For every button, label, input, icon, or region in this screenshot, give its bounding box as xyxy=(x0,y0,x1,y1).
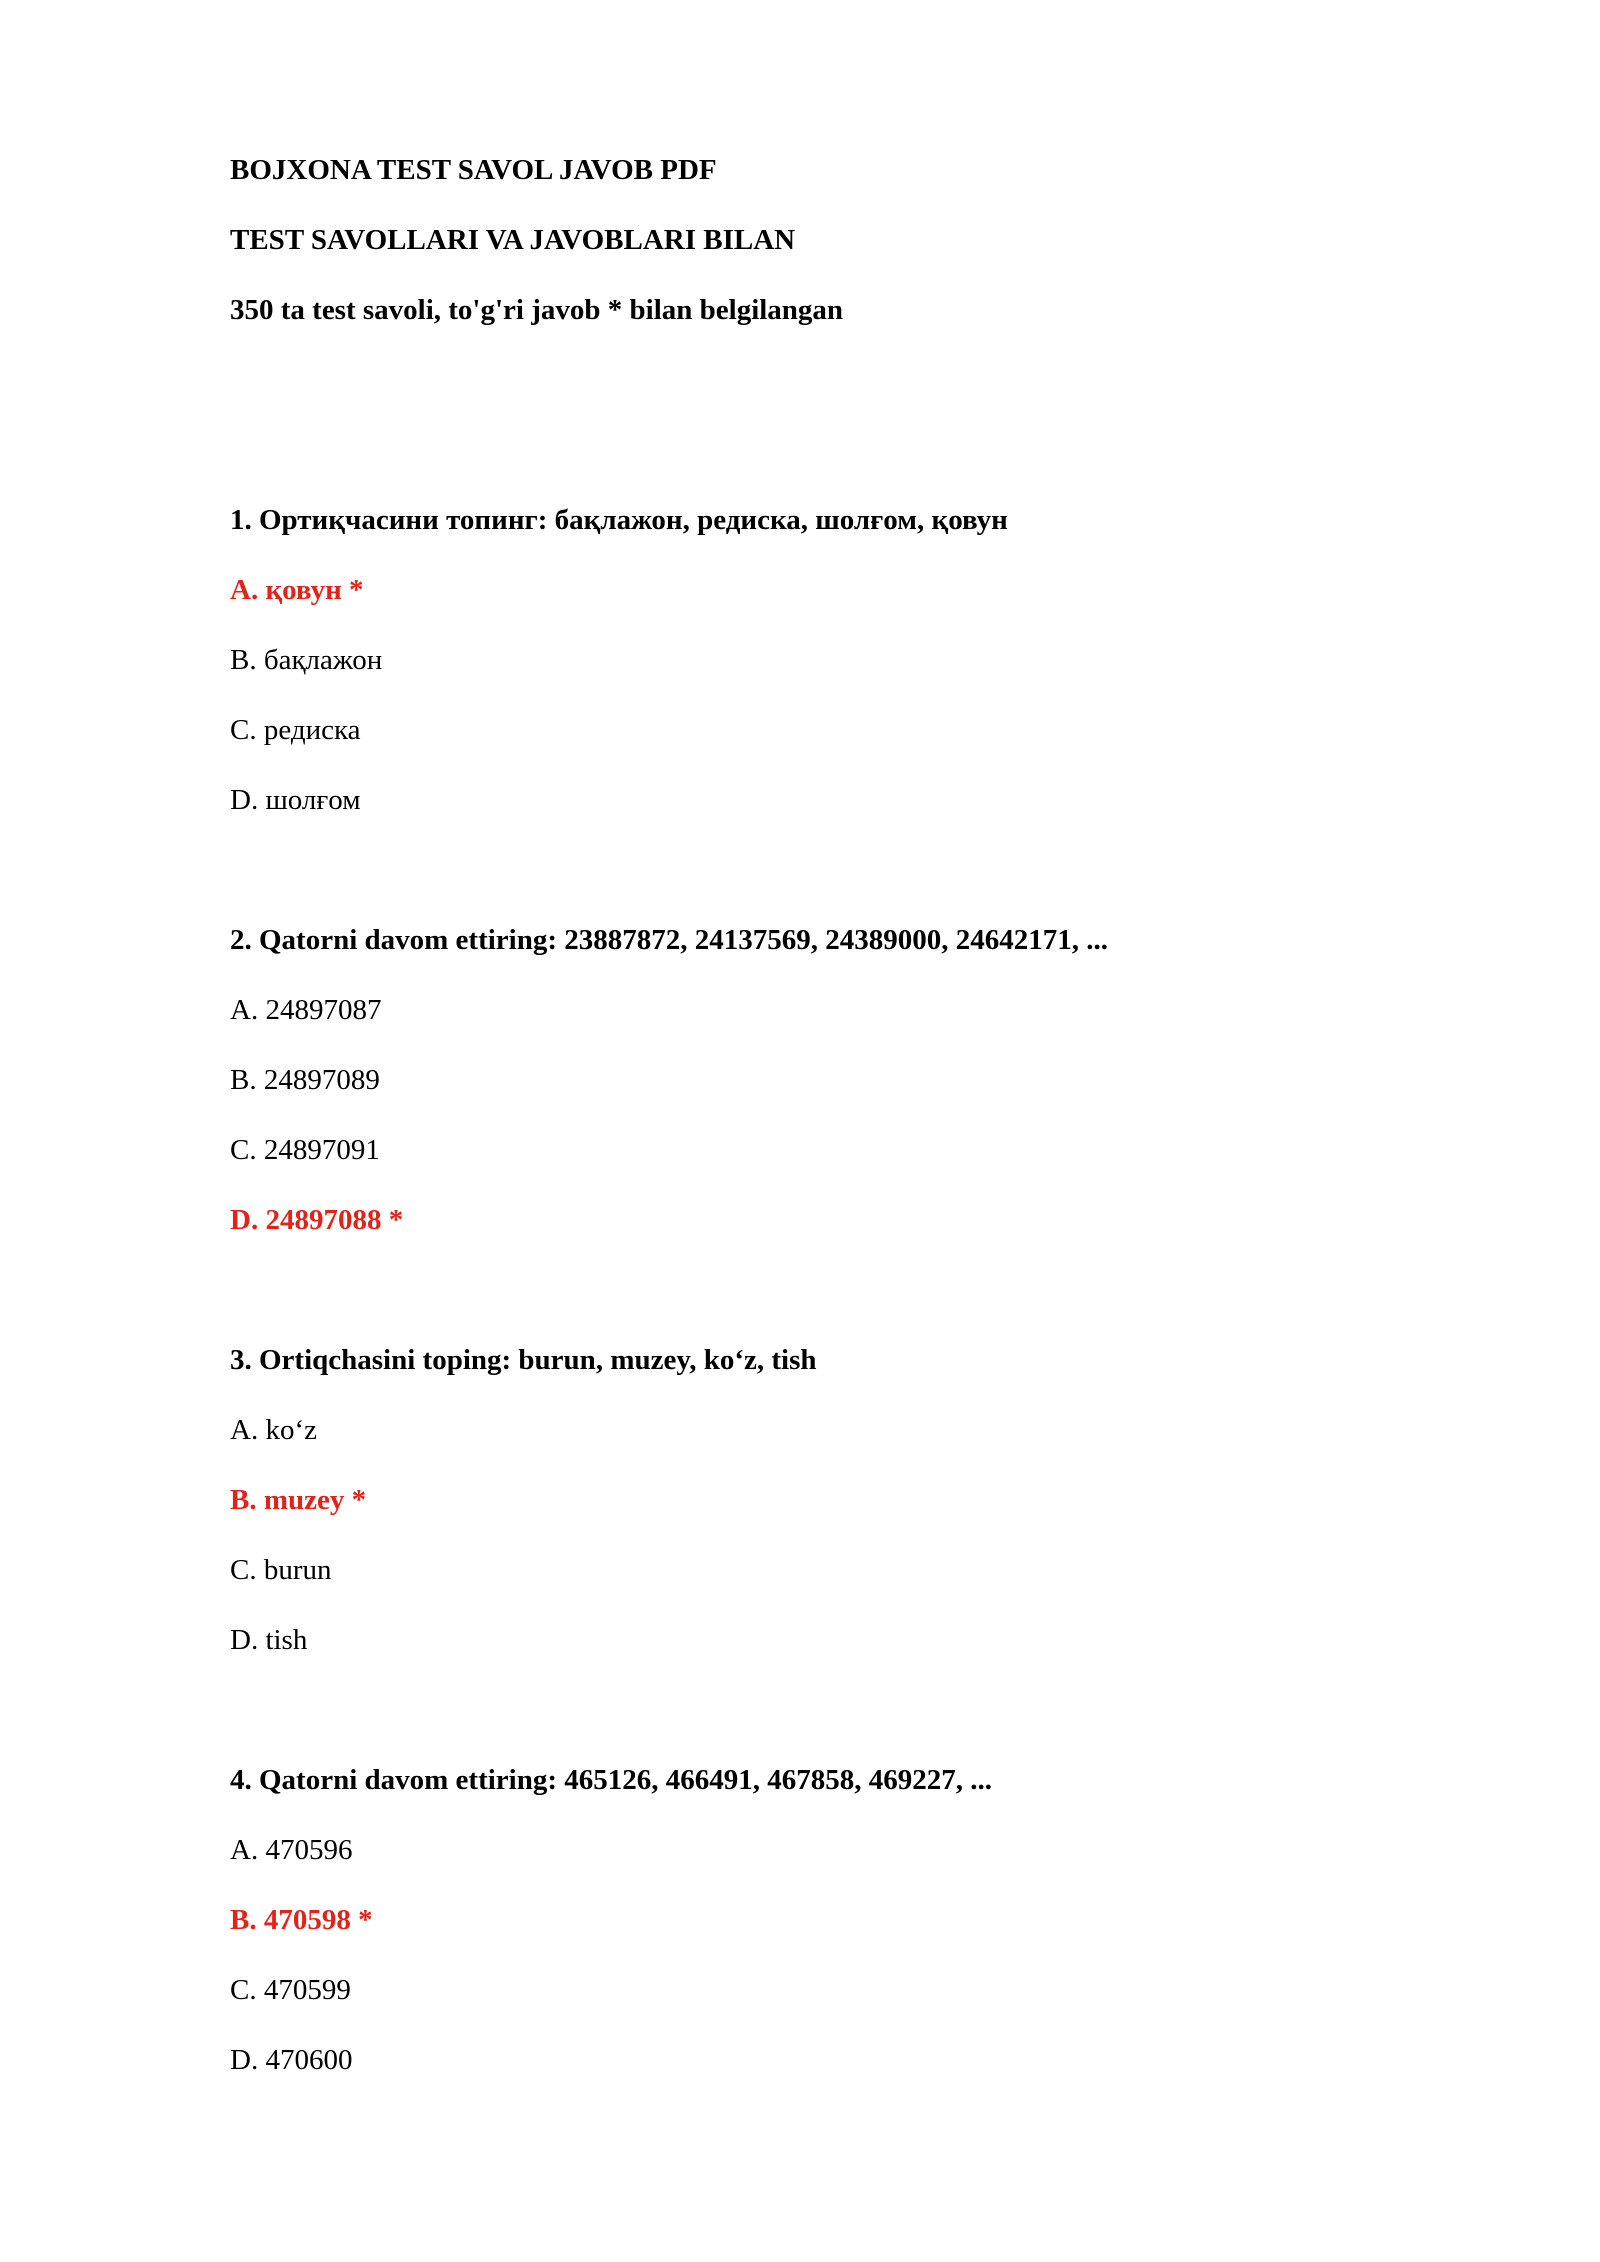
question-4-option-a: A. 470596 xyxy=(230,1834,353,1866)
question-2-text: 2. Qatorni davom ettiring: 23887872, 24137569, 24389000, 24642171, ... xyxy=(230,924,1109,956)
question-3-text: 3. Ortiqchasini toping: burun, muzey, ko‘z, tish xyxy=(230,1344,817,1376)
question-2-option-b: B. 24897089 xyxy=(230,1064,380,1096)
document-note: 350 ta test savoli, to'g'ri javob * bilan belgilangan xyxy=(230,294,844,326)
document-subtitle: TEST SAVOLLARI VA JAVOBLARI BILAN xyxy=(230,224,796,256)
question-3-option-d: D. tish xyxy=(230,1624,308,1656)
question-1-option-c: C. редиска xyxy=(230,714,361,746)
question-1-text: 1. Ортиқчасини топинг: бақлажон, редиска, шолғом, қовун xyxy=(230,504,1008,536)
question-1-option-b: B. бақлажон xyxy=(230,644,383,676)
question-2-option-d: D. 24897088 * xyxy=(230,1204,404,1236)
question-4-option-c: C. 470599 xyxy=(230,1974,351,2006)
question-1-option-d: D. шолғом xyxy=(230,784,361,816)
question-1-option-a: A. қовун * xyxy=(230,574,364,606)
question-3-option-a: A. ko‘z xyxy=(230,1414,317,1446)
question-4-option-d: D. 470600 xyxy=(230,2044,353,2076)
question-3-option-c: C. burun xyxy=(230,1554,332,1586)
question-4-option-b: B. 470598 * xyxy=(230,1904,373,1936)
question-3-option-b: B. muzey * xyxy=(230,1484,367,1516)
question-4-text: 4. Qatorni davom ettiring: 465126, 466491, 467858, 469227, ... xyxy=(230,1764,993,1796)
question-2-option-c: C. 24897091 xyxy=(230,1134,380,1166)
question-2-option-a: A. 24897087 xyxy=(230,994,382,1026)
document-title: BOJXONA TEST SAVOL JAVOB PDF xyxy=(230,154,717,186)
